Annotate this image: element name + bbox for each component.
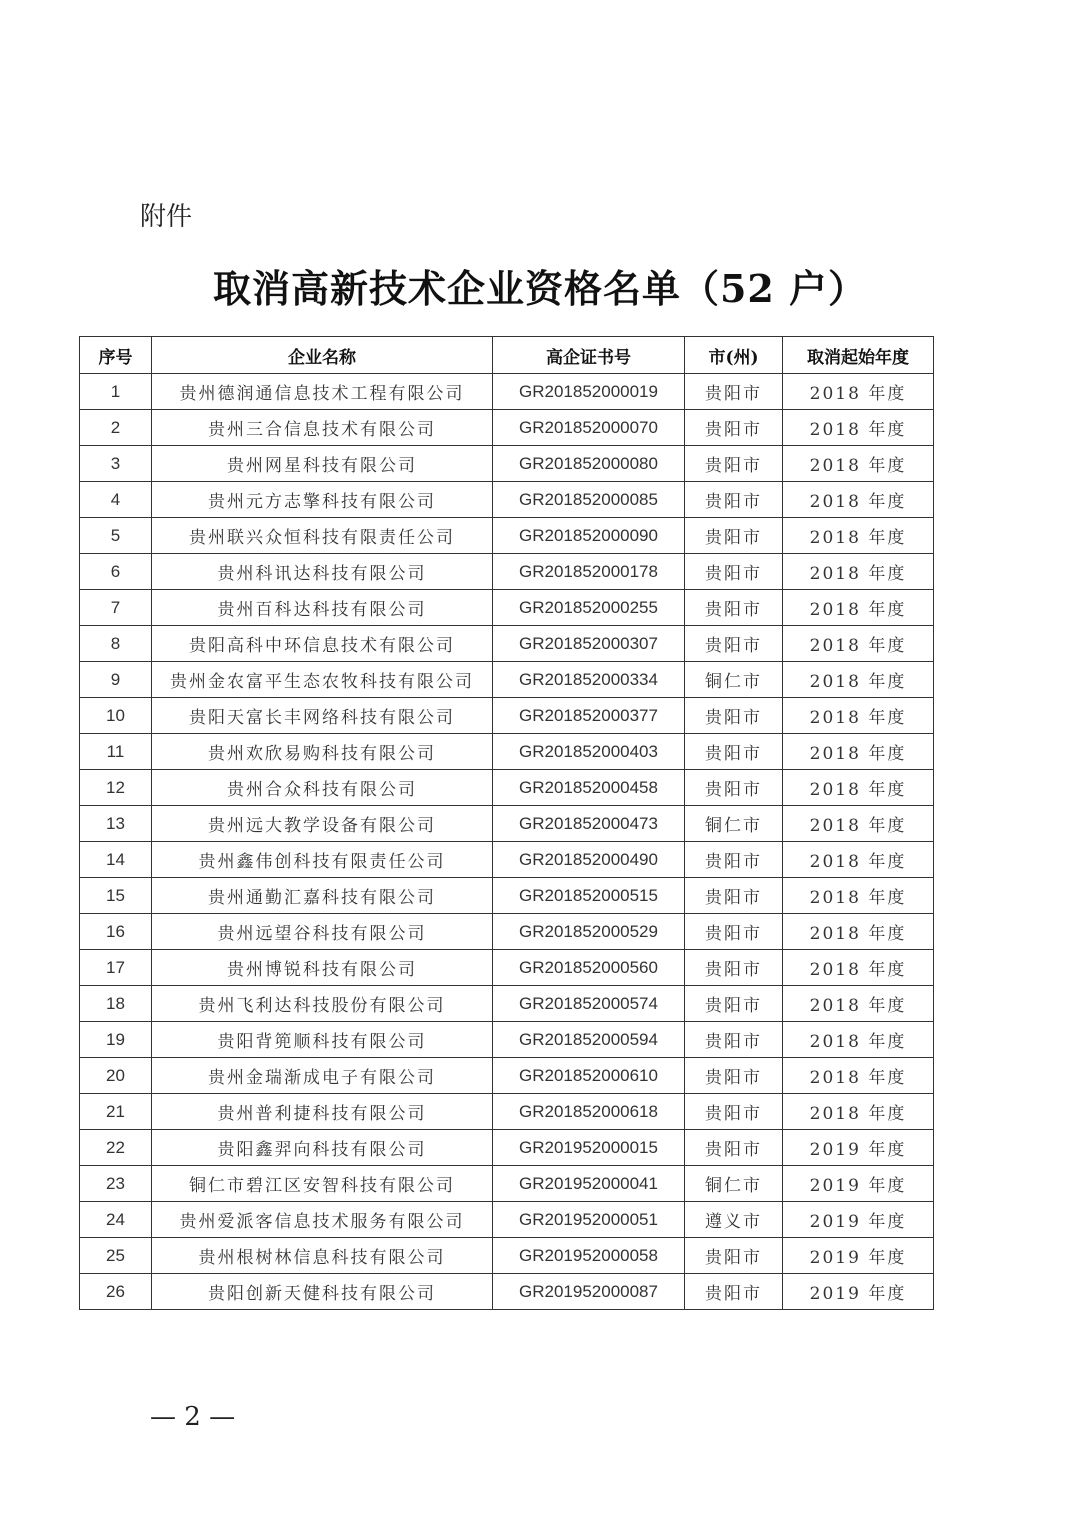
cell-city: 贵阳市	[685, 1238, 783, 1274]
cell-start-year: 2019 年度	[783, 1238, 934, 1274]
cell-company-name: 贵阳背篼顺科技有限公司	[152, 1022, 493, 1058]
cell-no: 4	[80, 482, 152, 518]
cell-start-year: 2019 年度	[783, 1130, 934, 1166]
table-row	[80, 590, 934, 626]
cell-company-name: 贵州科讯达科技有限公司	[152, 554, 493, 590]
document-title: 取消高新技术企业资格名单（52 户）	[212, 266, 868, 311]
cell-city: 贵阳市	[685, 878, 783, 914]
cell-company-name: 贵州远望谷科技有限公司	[152, 914, 493, 950]
table-row	[80, 734, 934, 770]
cell-cert-number: GR201952000015	[493, 1130, 685, 1166]
cell-city: 贵阳市	[685, 518, 783, 554]
cell-no: 13	[80, 806, 152, 842]
cell-no: 16	[80, 914, 152, 950]
cell-no: 6	[80, 554, 152, 590]
table-row	[80, 1130, 934, 1166]
cell-cert-number: GR201852000574	[493, 986, 685, 1022]
cell-city: 贵阳市	[685, 950, 783, 986]
cell-company-name: 贵州鑫伟创科技有限责任公司	[152, 842, 493, 878]
cell-no: 5	[80, 518, 152, 554]
cell-company-name: 贵州网星科技有限公司	[152, 446, 493, 482]
cell-no: 1	[80, 374, 152, 410]
cell-company-name: 贵阳鑫羿向科技有限公司	[152, 1130, 493, 1166]
cell-company-name: 贵州远大教学设备有限公司	[152, 806, 493, 842]
cell-city: 贵阳市	[685, 1274, 783, 1310]
cell-city: 贵阳市	[685, 626, 783, 662]
cell-no: 3	[80, 446, 152, 482]
table-row	[80, 770, 934, 806]
table-body	[80, 374, 934, 1310]
cell-cert-number: GR201952000058	[493, 1238, 685, 1274]
cell-cert-number: GR201852000070	[493, 410, 685, 446]
cell-start-year: 2018 年度	[783, 950, 934, 986]
cell-company-name: 贵州元方志擎科技有限公司	[152, 482, 493, 518]
table-header-row	[80, 337, 934, 374]
cell-city: 贵阳市	[685, 1058, 783, 1094]
cell-company-name: 贵州通勤汇嘉科技有限公司	[152, 878, 493, 914]
cell-cert-number: GR201852000334	[493, 662, 685, 698]
table-row	[80, 1238, 934, 1274]
cell-company-name: 贵阳创新天健科技有限公司	[152, 1274, 493, 1310]
cell-start-year: 2018 年度	[783, 878, 934, 914]
cell-company-name: 贵阳高科中环信息技术有限公司	[152, 626, 493, 662]
cell-company-name: 贵州合众科技有限公司	[152, 770, 493, 806]
cell-company-name: 贵州金农富平生态农牧科技有限公司	[152, 662, 493, 698]
cell-no: 20	[80, 1058, 152, 1094]
cell-start-year: 2018 年度	[783, 446, 934, 482]
cell-company-name: 贵州百科达科技有限公司	[152, 590, 493, 626]
cell-city: 铜仁市	[685, 662, 783, 698]
cell-no: 10	[80, 698, 152, 734]
cell-start-year: 2018 年度	[783, 410, 934, 446]
cell-company-name: 贵州三合信息技术有限公司	[152, 410, 493, 446]
cell-start-year: 2018 年度	[783, 986, 934, 1022]
cell-start-year: 2018 年度	[783, 554, 934, 590]
cell-city: 贵阳市	[685, 734, 783, 770]
table-row	[80, 374, 934, 410]
cell-start-year: 2018 年度	[783, 374, 934, 410]
cell-city: 贵阳市	[685, 1022, 783, 1058]
cell-company-name: 贵州欢欣易购科技有限公司	[152, 734, 493, 770]
cell-cert-number: GR201952000087	[493, 1274, 685, 1310]
table-row	[80, 842, 934, 878]
column-header-city: 市(州)	[685, 337, 783, 374]
cell-cert-number: GR201852000473	[493, 806, 685, 842]
table-row	[80, 482, 934, 518]
table-row	[80, 1274, 934, 1310]
cell-no: 21	[80, 1094, 152, 1130]
cell-cert-number: GR201852000090	[493, 518, 685, 554]
cell-start-year: 2018 年度	[783, 662, 934, 698]
cell-company-name: 铜仁市碧江区安智科技有限公司	[152, 1166, 493, 1202]
cell-cert-number: GR201852000529	[493, 914, 685, 950]
cell-company-name: 贵州德润通信息技术工程有限公司	[152, 374, 493, 410]
cell-start-year: 2018 年度	[783, 914, 934, 950]
table-row	[80, 1094, 934, 1130]
cell-no: 8	[80, 626, 152, 662]
cell-city: 贵阳市	[685, 770, 783, 806]
table-row	[80, 914, 934, 950]
cell-cert-number: GR201952000041	[493, 1166, 685, 1202]
cell-start-year: 2018 年度	[783, 482, 934, 518]
cell-no: 7	[80, 590, 152, 626]
table-row	[80, 662, 934, 698]
attachment-label: 附件	[140, 202, 193, 232]
table-row	[80, 1202, 934, 1238]
column-header-cert: 高企证书号	[493, 337, 685, 374]
cell-company-name: 贵州爱派客信息技术服务有限公司	[152, 1202, 493, 1238]
cell-start-year: 2019 年度	[783, 1274, 934, 1310]
cell-city: 贵阳市	[685, 590, 783, 626]
cell-start-year: 2018 年度	[783, 518, 934, 554]
table-row	[80, 986, 934, 1022]
cell-cert-number: GR201852000403	[493, 734, 685, 770]
table-row	[80, 626, 934, 662]
cell-start-year: 2018 年度	[783, 1022, 934, 1058]
cell-cert-number: GR201852000490	[493, 842, 685, 878]
table-row	[80, 950, 934, 986]
cell-city: 贵阳市	[685, 842, 783, 878]
column-header-no: 序号	[80, 337, 152, 374]
cell-no: 9	[80, 662, 152, 698]
cell-cert-number: GR201852000594	[493, 1022, 685, 1058]
cell-city: 贵阳市	[685, 410, 783, 446]
cell-no: 14	[80, 842, 152, 878]
table-row	[80, 1058, 934, 1094]
table-row	[80, 554, 934, 590]
cell-no: 26	[80, 1274, 152, 1310]
cell-cert-number: GR201852000515	[493, 878, 685, 914]
cell-cert-number: GR201852000458	[493, 770, 685, 806]
cell-no: 12	[80, 770, 152, 806]
cell-cert-number: GR201852000307	[493, 626, 685, 662]
cell-cert-number: GR201852000377	[493, 698, 685, 734]
cell-city: 贵阳市	[685, 1130, 783, 1166]
cell-city: 遵义市	[685, 1202, 783, 1238]
table-row	[80, 1166, 934, 1202]
table-row	[80, 698, 934, 734]
cell-company-name: 贵州联兴众恒科技有限责任公司	[152, 518, 493, 554]
cell-start-year: 2019 年度	[783, 1202, 934, 1238]
cell-start-year: 2018 年度	[783, 698, 934, 734]
cell-start-year: 2019 年度	[783, 1166, 934, 1202]
cell-city: 贵阳市	[685, 554, 783, 590]
cell-no: 17	[80, 950, 152, 986]
cell-city: 贵阳市	[685, 986, 783, 1022]
table-row	[80, 410, 934, 446]
cell-company-name: 贵州博锐科技有限公司	[152, 950, 493, 986]
cell-start-year: 2018 年度	[783, 734, 934, 770]
cell-no: 18	[80, 986, 152, 1022]
cell-company-name: 贵阳天富长丰网络科技有限公司	[152, 698, 493, 734]
cell-cert-number: GR201852000178	[493, 554, 685, 590]
cell-no: 22	[80, 1130, 152, 1166]
cell-cert-number: GR201852000255	[493, 590, 685, 626]
cell-no: 11	[80, 734, 152, 770]
cell-no: 15	[80, 878, 152, 914]
cell-no: 24	[80, 1202, 152, 1238]
cell-no: 23	[80, 1166, 152, 1202]
cell-cert-number: GR201852000085	[493, 482, 685, 518]
cell-company-name: 贵州金瑞渐成电子有限公司	[152, 1058, 493, 1094]
cell-city: 贵阳市	[685, 446, 783, 482]
cell-cert-number: GR201852000560	[493, 950, 685, 986]
cell-city: 贵阳市	[685, 914, 783, 950]
cell-city: 贵阳市	[685, 374, 783, 410]
cell-no: 19	[80, 1022, 152, 1058]
cell-start-year: 2018 年度	[783, 1094, 934, 1130]
cell-cert-number: GR201852000019	[493, 374, 685, 410]
column-header-name: 企业名称	[152, 337, 493, 374]
cell-city: 贵阳市	[685, 698, 783, 734]
cell-start-year: 2018 年度	[783, 806, 934, 842]
cell-company-name: 贵州根树林信息科技有限公司	[152, 1238, 493, 1274]
cell-cert-number: GR201852000618	[493, 1094, 685, 1130]
cell-start-year: 2018 年度	[783, 626, 934, 662]
table-row	[80, 446, 934, 482]
cell-city: 铜仁市	[685, 806, 783, 842]
cell-start-year: 2018 年度	[783, 842, 934, 878]
page-number: — 2 —	[150, 1402, 236, 1432]
cell-cert-number: GR201852000610	[493, 1058, 685, 1094]
cell-company-name: 贵州飞利达科技股份有限公司	[152, 986, 493, 1022]
table-row	[80, 1022, 934, 1058]
cell-city: 贵阳市	[685, 1094, 783, 1130]
table-row	[80, 518, 934, 554]
cell-company-name: 贵州普利捷科技有限公司	[152, 1094, 493, 1130]
cell-cert-number: GR201952000051	[493, 1202, 685, 1238]
cell-no: 2	[80, 410, 152, 446]
cell-start-year: 2018 年度	[783, 770, 934, 806]
cell-no: 25	[80, 1238, 152, 1274]
cell-start-year: 2018 年度	[783, 590, 934, 626]
cell-city: 铜仁市	[685, 1166, 783, 1202]
cell-city: 贵阳市	[685, 482, 783, 518]
cell-start-year: 2018 年度	[783, 1058, 934, 1094]
table-row	[80, 878, 934, 914]
column-header-year: 取消起始年度	[783, 337, 934, 374]
table-row	[80, 806, 934, 842]
revocation-table	[79, 336, 934, 1310]
cell-cert-number: GR201852000080	[493, 446, 685, 482]
